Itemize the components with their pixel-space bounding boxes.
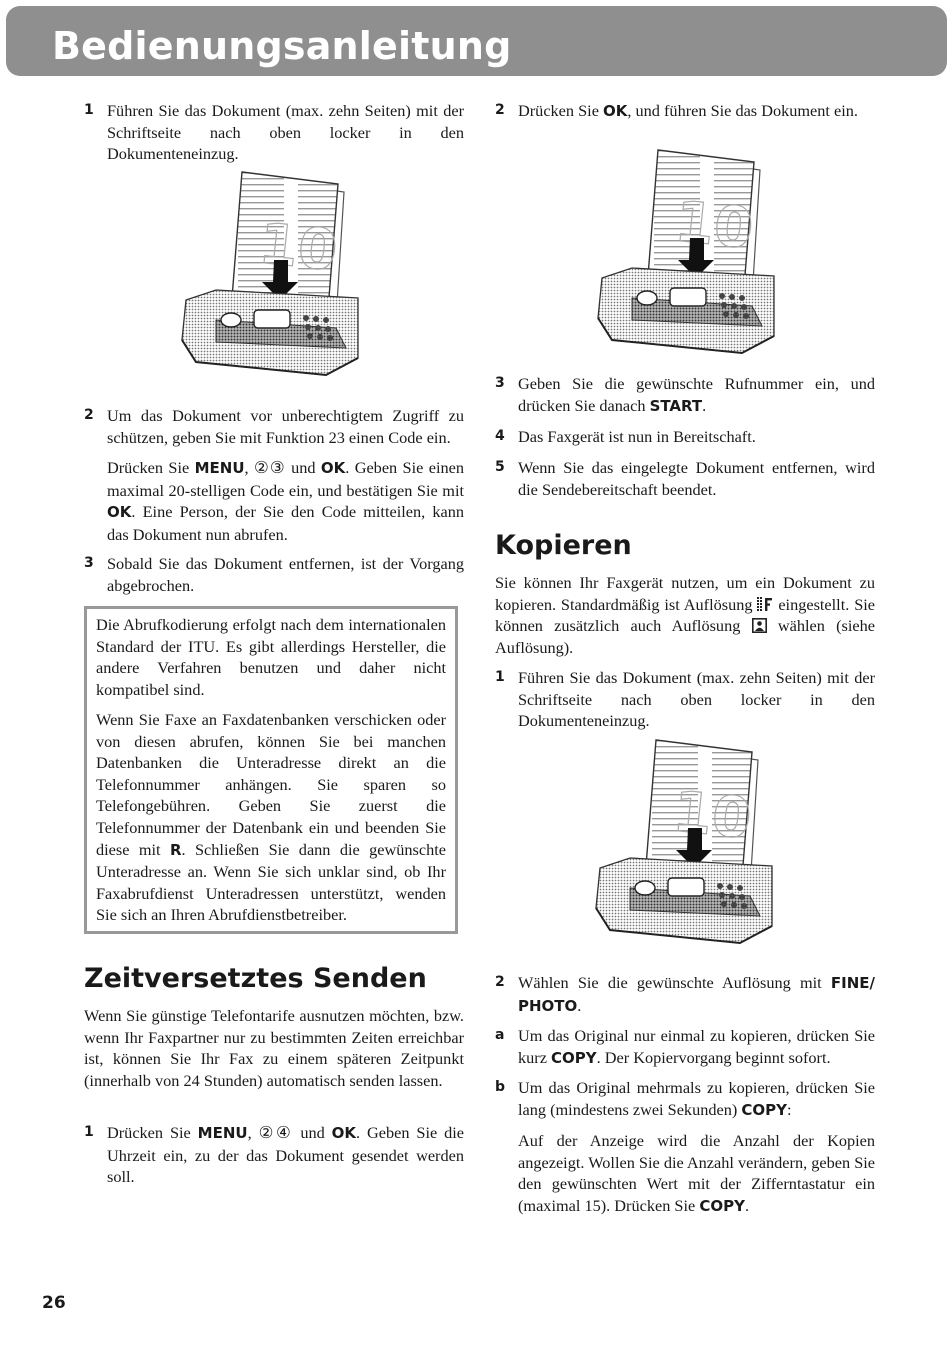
list-item: b Um das Original mehrmals zu kopieren, drücken Sie lang (mindestens zwei Sekunden) COPY:: [495, 1078, 875, 1119]
list-item: 3 Geben Sie die gewünschte Rufnummer ein, und drücken Sie danach START.: [495, 374, 875, 415]
list-item: 5 Wenn Sie das eingelegte Dokument entfernen, wird die Sendebereitschaft beendet.: [495, 458, 875, 499]
list-item: 1 Drücken Sie MENU, ②④ und OK. Geben Sie die Uhrzeit ein, zu der das Dokument gesendet werden soll.: [84, 1123, 464, 1187]
section-title: Kopieren: [495, 530, 632, 561]
page-header-title: Bedienungsanleitung: [52, 24, 512, 68]
list-item: 1 Führen Sie das Dokument (max. zehn Seiten) mit der Schriftseite nach oben locker in den Dokumenteneinzug.: [495, 668, 875, 731]
list-item: 2 Drücken Sie OK, und führen Sie das Dokument ein.: [495, 101, 858, 120]
fax-machine-illustration: [590, 738, 780, 950]
step-detail-paragraph: Drücken Sie MENU, ②③ und OK. Geben Sie einen maximal 20-stelligen Code ein, und bestätigen Sie mit OK. Eine Person, der Sie den Code mitteilen, kann das Dokument nun abrufen.: [107, 458, 464, 544]
header-bar: [6, 6, 947, 76]
photo-resolution-icon: [752, 618, 767, 633]
fax-machine-illustration: [592, 148, 782, 360]
list-item: 4 Das Faxgerät ist nun in Bereitschaft.: [495, 427, 756, 446]
list-item: 3 Sobald Sie das Dokument entfernen, ist der Vorgang abgebrochen.: [84, 554, 464, 595]
fine-resolution-icon: [757, 597, 773, 612]
list-item: 1 Führen Sie das Dokument (max. zehn Seiten) mit der Schriftseite nach oben locker in den Dokumenteneinzug.: [84, 101, 464, 164]
fax-machine-illustration: [176, 170, 366, 382]
list-item: 2 Wählen Sie die gewünschte Auflösung mit FINE/ PHOTO.: [495, 973, 875, 1015]
page-number: 26: [42, 1293, 66, 1313]
step-detail-paragraph: Auf der Anzeige wird die Anzahl der Kopien angezeigt. Wollen Sie die Anzahl verändern, geben Sie den gewünschten Wert mit der Zifferntastatur ein (maximal 15). Drücken Sie COPY.: [518, 1131, 875, 1215]
note-paragraph: Die Abrufkodierung erfolgt nach dem internationalen Standard der ITU. Es gibt allerdings Hersteller, die andere Verfahren benutzen und daher nicht kompatibel sind.: [96, 615, 446, 699]
note-paragraph: Wenn Sie Faxe an Faxdatenbanken verschicken oder von diesen abrufen, können Sie bei manchen Datenbanken die Unteradresse direkt an die Telefonnummer anhängen. Sie sparen so Telefongebühren. Geben Sie zuerst die Telefonnummer der Datenbank ein und beenden Sie diese mit R. Schließen Sie dann die gewünschte Unteradresse an. Wenn Sie sich unklar sind, ob Ihr Faxabrufdienst Unteradressen unterstützt, wenden Sie sich an Ihren Abrufdienstbetreiber.: [96, 710, 446, 925]
section-intro: Sie können Ihr Faxgerät nutzen, um ein Dokument zu kopieren. Standardmäßig ist Auflösung eingestellt. Sie können zusätzlich auch Auflösung wählen (siehe Auflösung).: [495, 573, 876, 657]
section-intro: Wenn Sie günstige Telefontarife ausnutzen möchten, bzw. wenn Ihr Faxpartner nur zu bestimmten Zeiten erreichbar ist, können Sie Ihr Fax zu einem späteren Zeitpunkt (innerhalb von 24 Stunden) automatisch senden lassen.: [84, 1006, 464, 1090]
list-item: a Um das Original nur einmal zu kopieren, drücken Sie kurz COPY. Der Kopiervorgang beginnt sofort.: [495, 1026, 875, 1067]
section-title: Zeitversetztes Senden: [84, 963, 427, 994]
list-item: 2 Um das Dokument vor unberechtigtem Zugriff zu schützen, geben Sie mit Funktion 23 einen Code ein.: [84, 406, 464, 447]
